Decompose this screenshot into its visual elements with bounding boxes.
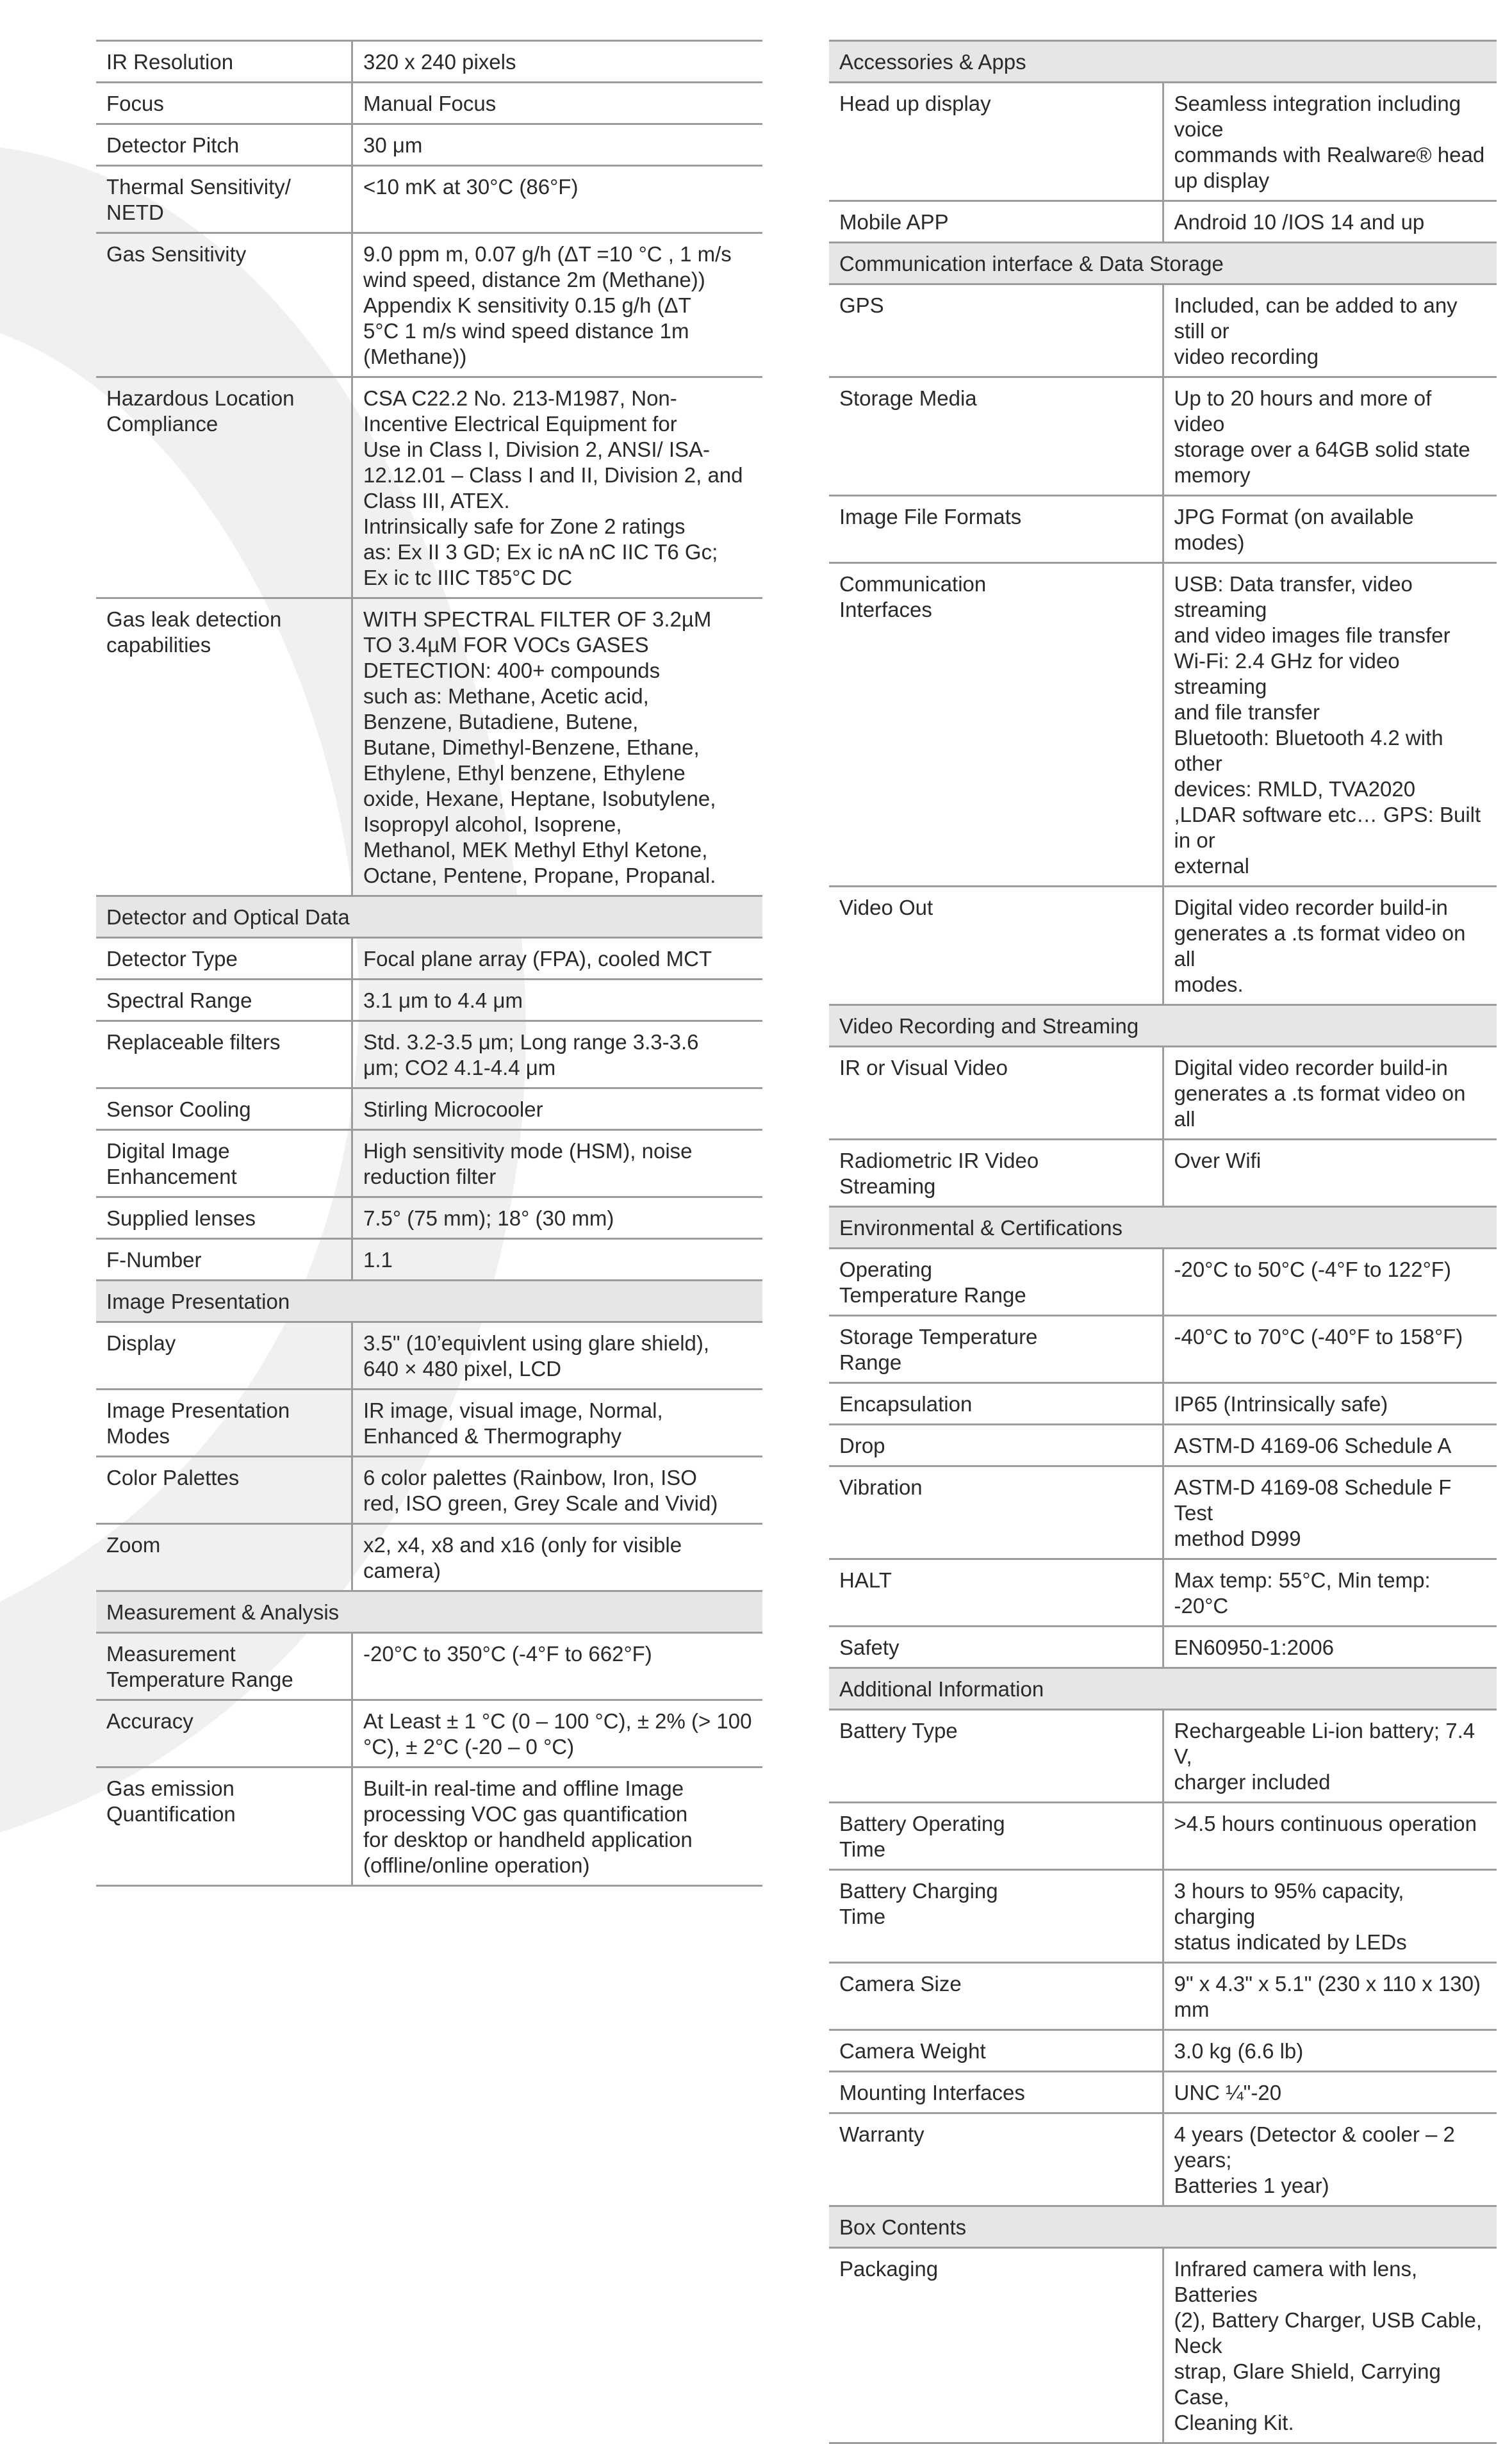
- spec-row-zoom: [96, 1524, 762, 1591]
- section-header-communication-interface-data-storage: [829, 243, 1497, 284]
- spec-value: <10 mK at 30°C (86°F): [352, 166, 763, 233]
- spec-value: Digital video recorder build-in generates a .ts format video on all: [1163, 1047, 1497, 1140]
- spec-value: IP65 (Intrinsically safe): [1163, 1383, 1497, 1425]
- spec-value: Rechargeable Li-ion battery; 7.4 V, charger included: [1163, 1710, 1497, 1803]
- spec-label: Communication Interfaces: [829, 563, 1163, 887]
- spec-value: 320 x 240 pixels: [352, 41, 763, 83]
- spec-row-hazardous-location-compliance: [96, 377, 762, 598]
- spec-value: 9" x 4.3" x 5.1" (230 x 110 x 130) mm: [1163, 1963, 1497, 2030]
- spec-value: EN60950-1:2006: [1163, 1627, 1497, 1668]
- spec-row-warranty: [829, 2113, 1497, 2206]
- spec-row-drop: [829, 1425, 1497, 1466]
- spec-value: -20°C to 50°C (-4°F to 122°F): [1163, 1249, 1497, 1316]
- spec-value: >4.5 hours continuous operation: [1163, 1803, 1497, 1870]
- spec-label: Gas Sensitivity: [96, 233, 352, 377]
- spec-row-replaceable-filters: [96, 1021, 762, 1088]
- spec-label: Replaceable filters: [96, 1021, 352, 1088]
- spec-label: Battery Charging Time: [829, 1870, 1163, 1963]
- spec-row-image-presentation-modes: [96, 1390, 762, 1457]
- spec-row-battery-operating-time: [829, 1803, 1497, 1870]
- spec-label: Battery Operating Time: [829, 1803, 1163, 1870]
- spec-label: Image Presentation Modes: [96, 1390, 352, 1457]
- spec-label: GPS: [829, 284, 1163, 377]
- spec-label: Mobile APP: [829, 201, 1163, 243]
- spec-row-packaging: [829, 2248, 1497, 2443]
- spec-label: Camera Weight: [829, 2030, 1163, 2072]
- spec-value: 7.5° (75 mm); 18° (30 mm): [352, 1197, 763, 1239]
- section-title: Video Recording and Streaming: [829, 1005, 1497, 1047]
- spec-label: Drop: [829, 1425, 1163, 1466]
- section-title: Box Contents: [829, 2206, 1497, 2248]
- spec-value: UNC ¼"-20: [1163, 2072, 1497, 2113]
- spec-row-measurement-temperature-range: [96, 1633, 762, 1700]
- spec-row-battery-type: [829, 1710, 1497, 1803]
- spec-row-radiometric-ir-video-streaming: [829, 1140, 1497, 1207]
- spec-row-detector-pitch: [96, 124, 762, 166]
- section-header-video-recording-and-streaming: [829, 1005, 1497, 1047]
- spec-row-detector-type: [96, 938, 762, 980]
- spec-value: -40°C to 70°C (-40°F to 158°F): [1163, 1316, 1497, 1383]
- spec-row-display: [96, 1322, 762, 1390]
- spec-value: 9.0 ppm m, 0.07 g/h (ΔT =10 °C , 1 m/s wind speed, distance 2m (Methane)) Appendix K sensitivity 0.15 g/h (ΔT 5°C 1 m/s wind speed distance 1m (Methane)): [352, 233, 763, 377]
- section-title: Measurement & Analysis: [96, 1591, 762, 1633]
- spec-label: Spectral Range: [96, 980, 352, 1021]
- spec-row-focus: [96, 83, 762, 124]
- spec-label: Encapsulation: [829, 1383, 1163, 1425]
- spec-value: -20°C to 350°C (-4°F to 662°F): [352, 1633, 763, 1700]
- spec-value: 3.1 μm to 4.4 μm: [352, 980, 763, 1021]
- spec-row-mobile-app: [829, 201, 1497, 243]
- spec-value: x2, x4, x8 and x16 (only for visible camera): [352, 1524, 763, 1591]
- spec-row-color-palettes: [96, 1457, 762, 1524]
- spec-value: IR image, visual image, Normal, Enhanced & Thermography: [352, 1390, 763, 1457]
- spec-row-storage-media: [829, 377, 1497, 496]
- spec-row-thermal-sensitivity-netd: [96, 166, 762, 233]
- spec-label: Video Out: [829, 887, 1163, 1005]
- section-header-box-contents: [829, 2206, 1497, 2248]
- spec-label: Display: [96, 1322, 352, 1390]
- section-header-additional-information: [829, 1668, 1497, 1710]
- spec-value: Included, can be added to any still or video recording: [1163, 284, 1497, 377]
- spec-value: 4 years (Detector & cooler – 2 years; Batteries 1 year): [1163, 2113, 1497, 2206]
- spec-row-gas-emission-quantification: [96, 1767, 762, 1886]
- spec-value: Infrared camera with lens, Batteries (2), Battery Charger, USB Cable, Neck strap, Glare Shield, Carrying Case, Cleaning Kit.: [1163, 2248, 1497, 2443]
- spec-label: Packaging: [829, 2248, 1163, 2443]
- section-header-measurement-analysis: [96, 1591, 762, 1633]
- spec-row-camera-size: [829, 1963, 1497, 2030]
- spec-value: Stirling Microcooler: [352, 1088, 763, 1130]
- spec-label: Detector Type: [96, 938, 352, 980]
- spec-label: Storage Media: [829, 377, 1163, 496]
- section-header-accessories-apps: [829, 41, 1497, 83]
- spec-row-encapsulation: [829, 1383, 1497, 1425]
- spec-row-gas-sensitivity: [96, 233, 762, 377]
- spec-value: Std. 3.2-3.5 μm; Long range 3.3-3.6 μm; CO2 4.1-4.4 μm: [352, 1021, 763, 1088]
- spec-value: Focal plane array (FPA), cooled MCT: [352, 938, 763, 980]
- spec-table-right: [829, 40, 1497, 2444]
- spec-row-gps: [829, 284, 1497, 377]
- section-header-image-presentation: [96, 1281, 762, 1322]
- spec-value: 30 μm: [352, 124, 763, 166]
- spec-label: Hazardous Location Compliance: [96, 377, 352, 598]
- spec-row-video-out: [829, 887, 1497, 1005]
- spec-row-f-number: [96, 1239, 762, 1281]
- spec-row-mounting-interfaces: [829, 2072, 1497, 2113]
- spec-row-safety: [829, 1627, 1497, 1668]
- spec-label: Thermal Sensitivity/ NETD: [96, 166, 352, 233]
- spec-label: Warranty: [829, 2113, 1163, 2206]
- spec-label: Radiometric IR Video Streaming: [829, 1140, 1163, 1207]
- spec-label: Vibration: [829, 1466, 1163, 1559]
- spec-value: ASTM-D 4169-06 Schedule A: [1163, 1425, 1497, 1466]
- spec-row-supplied-lenses: [96, 1197, 762, 1239]
- spec-value: USB: Data transfer, video streaming and video images file transfer Wi-Fi: 2.4 GHz for video streaming and file transfer Bluetooth: Bluetooth 4.2 with other devices: RMLD, TVA2020 ,LDAR software etc… GPS: Built in or external: [1163, 563, 1497, 887]
- spec-value: Up to 20 hours and more of video storage over a 64GB solid state memory: [1163, 377, 1497, 496]
- spec-row-gas-leak-detection-capabilities: [96, 598, 762, 896]
- spec-value: 3 hours to 95% capacity, charging status indicated by LEDs: [1163, 1870, 1497, 1963]
- spec-label: Safety: [829, 1627, 1163, 1668]
- spec-value: Seamless integration including voice commands with Realware® head up display: [1163, 83, 1497, 201]
- spec-row-operating-temperature-range: [829, 1249, 1497, 1316]
- spec-label: IR or Visual Video: [829, 1047, 1163, 1140]
- spec-label: Accuracy: [96, 1700, 352, 1767]
- spec-label: Operating Temperature Range: [829, 1249, 1163, 1316]
- section-title: Additional Information: [829, 1668, 1497, 1710]
- spec-value: Built-in real-time and offline Image processing VOC gas quantification for desktop or handheld application (offline/online operation): [352, 1767, 763, 1886]
- spec-label: Gas emission Quantification: [96, 1767, 352, 1886]
- spec-value: WITH SPECTRAL FILTER OF 3.2µM TO 3.4µM FOR VOCs GASES DETECTION: 400+ compounds such as: Methane, Acetic acid, Benzene, Butadiene, Butene, Butane, Dimethyl-Benzene, Ethane, Ethylene, Ethyl benzene, Ethylene oxide, Hexane, Heptane, Isobutylene, Isopropyl alcohol, Isoprene, Methanol, MEK Methyl Ethyl Ketone, Octane, Pentene, Propane, Propanal.: [352, 598, 763, 896]
- spec-label: Zoom: [96, 1524, 352, 1591]
- section-title: Image Presentation: [96, 1281, 762, 1322]
- spec-label: Battery Type: [829, 1710, 1163, 1803]
- spec-label: IR Resolution: [96, 41, 352, 83]
- spec-label: Mounting Interfaces: [829, 2072, 1163, 2113]
- spec-value: 1.1: [352, 1239, 763, 1281]
- spec-row-image-file-formats: [829, 496, 1497, 563]
- spec-value: At Least ± 1 °C (0 – 100 °C), ± 2% (> 100 °C), ± 2°C (-20 – 0 °C): [352, 1700, 763, 1767]
- spec-row-accuracy: [96, 1700, 762, 1767]
- spec-value: JPG Format (on available modes): [1163, 496, 1497, 563]
- spec-row-storage-temperature-range: [829, 1316, 1497, 1383]
- spec-value: CSA C22.2 No. 213-M1987, Non- Incentive Electrical Equipment for Use in Class I, Division 2, ANSI/ ISA- 12.12.01 – Class I and II, Division 2, and Class III, ATEX. Intrinsically safe for Zone 2 ratings as: Ex II 3 GD; Ex ic nA nC IIC T6 Gc; Ex ic tc IIIC T85°C DC: [352, 377, 763, 598]
- spec-label: HALT: [829, 1559, 1163, 1627]
- spec-label: Gas leak detection capabilities: [96, 598, 352, 896]
- spec-label: Image File Formats: [829, 496, 1163, 563]
- spec-label: Supplied lenses: [96, 1197, 352, 1239]
- spec-label: Measurement Temperature Range: [96, 1633, 352, 1700]
- spec-value: Digital video recorder build-in generates a .ts format video on all modes.: [1163, 887, 1497, 1005]
- spec-row-ir-resolution: [96, 41, 762, 83]
- section-header-detector-and-optical-data: [96, 896, 762, 938]
- spec-value: Max temp: 55°C, Min temp: -20°C: [1163, 1559, 1497, 1627]
- section-title: Communication interface & Data Storage: [829, 243, 1497, 284]
- spec-row-digital-image-enhancement: [96, 1130, 762, 1197]
- spec-row-halt: [829, 1559, 1497, 1627]
- spec-label: Camera Size: [829, 1963, 1163, 2030]
- spec-value: ASTM-D 4169-08 Schedule F Test method D999: [1163, 1466, 1497, 1559]
- spec-label: F-Number: [96, 1239, 352, 1281]
- spec-row-ir-or-visual-video: [829, 1047, 1497, 1140]
- spec-value: Manual Focus: [352, 83, 763, 124]
- spec-row-camera-weight: [829, 2030, 1497, 2072]
- section-title: Detector and Optical Data: [96, 896, 762, 938]
- spec-label: Detector Pitch: [96, 124, 352, 166]
- spec-value: Android 10 /IOS 14 and up: [1163, 201, 1497, 243]
- spec-label: Digital Image Enhancement: [96, 1130, 352, 1197]
- spec-label: Storage Temperature Range: [829, 1316, 1163, 1383]
- spec-row-sensor-cooling: [96, 1088, 762, 1130]
- spec-label: Sensor Cooling: [96, 1088, 352, 1130]
- spec-value: High sensitivity mode (HSM), noise reduction filter: [352, 1130, 763, 1197]
- spec-value: 6 color palettes (Rainbow, Iron, ISO red, ISO green, Grey Scale and Vivid): [352, 1457, 763, 1524]
- spec-label: Head up display: [829, 83, 1163, 201]
- spec-table-left: [96, 40, 762, 1887]
- spec-row-communication-interfaces: [829, 563, 1497, 887]
- section-title: Environmental & Certifications: [829, 1207, 1497, 1249]
- spec-label: Color Palettes: [96, 1457, 352, 1524]
- spec-row-vibration: [829, 1466, 1497, 1559]
- spec-label: Focus: [96, 83, 352, 124]
- spec-row-battery-charging-time: [829, 1870, 1497, 1963]
- spec-row-head-up-display: [829, 83, 1497, 201]
- spec-value: 3.5" (10’equivlent using glare shield), 640 × 480 pixel, LCD: [352, 1322, 763, 1390]
- spec-value: 3.0 kg (6.6 lb): [1163, 2030, 1497, 2072]
- spec-value: Over Wifi: [1163, 1140, 1497, 1207]
- section-title: Accessories & Apps: [829, 41, 1497, 83]
- section-header-environmental-certifications: [829, 1207, 1497, 1249]
- spec-row-spectral-range: [96, 980, 762, 1021]
